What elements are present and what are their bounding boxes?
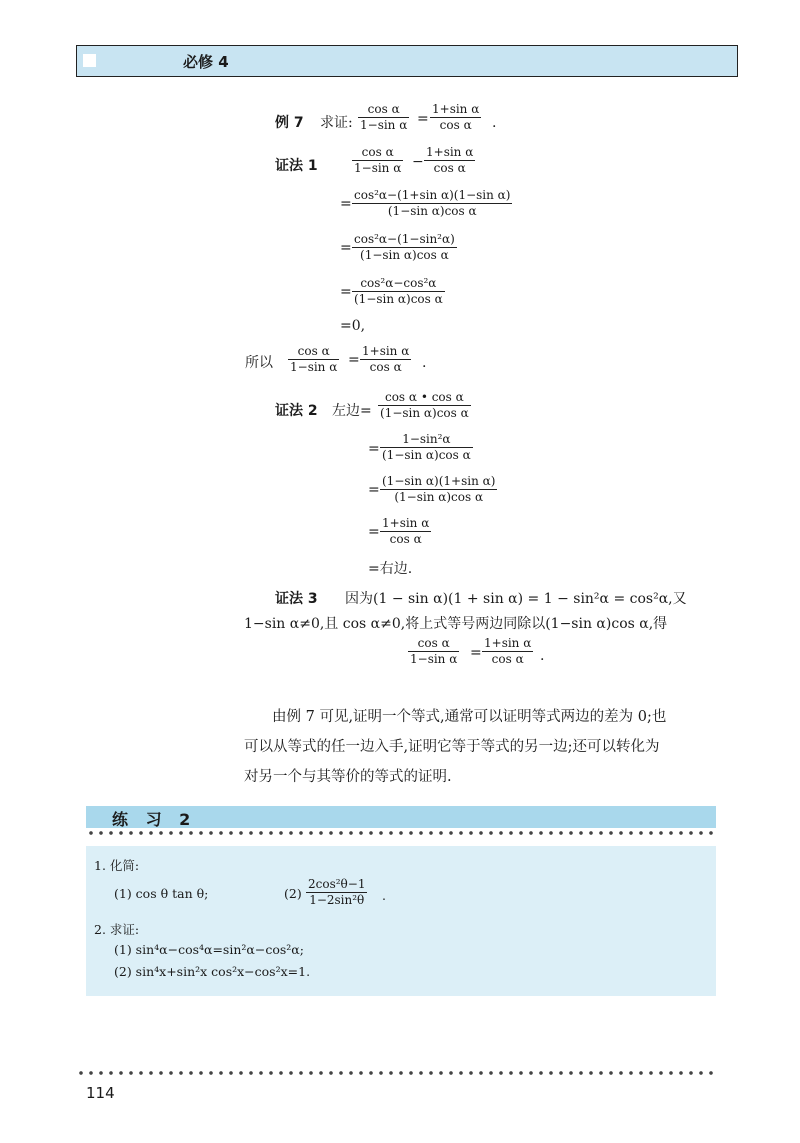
period: . xyxy=(422,355,427,371)
method1-result: =0, xyxy=(340,318,366,334)
fraction-numerator: cos α xyxy=(367,102,400,116)
fraction-denominator: 1−sin α xyxy=(360,118,408,132)
equals-sign: = xyxy=(470,645,482,661)
fraction-numerator: cos α xyxy=(361,145,394,159)
fraction-numerator: 1+sin α xyxy=(426,145,474,159)
method1-line1-frac-a xyxy=(352,145,403,176)
fraction-numerator: 1+sin α xyxy=(382,516,430,530)
exercise-q2-part1: (1) sin⁴α−cos⁴α=sin²α−cos²α; xyxy=(114,942,304,957)
minus-sign: − xyxy=(412,154,424,170)
example-rhs-fraction xyxy=(430,102,481,133)
equals-sign: = xyxy=(368,441,380,457)
fraction-numerator: cos²α−(1−sin²α) xyxy=(354,232,455,246)
fraction-numerator: cos α • cos α xyxy=(384,390,464,404)
fraction-denominator: 1−sin α xyxy=(410,652,458,666)
method2-label: 证法 2 xyxy=(275,403,318,419)
fraction-denominator: (1−sin α)cos α xyxy=(380,406,469,420)
fraction-numerator: 1+sin α xyxy=(484,636,532,650)
equals-sign: = xyxy=(348,352,360,368)
fraction-denominator: 1−sin α xyxy=(354,161,402,175)
equals-sign: = xyxy=(368,524,380,540)
method1-line1-frac-b xyxy=(424,145,475,176)
method2-left-text: 左边= xyxy=(332,403,372,419)
fraction-denominator: cos α xyxy=(482,651,533,667)
method3-line2: 1−sin α≠0,且 cos α≠0,将上式等号两边同除以(1−sin α)cos α,得 xyxy=(244,616,668,632)
fraction-denominator: cos α xyxy=(380,531,431,547)
method3-label: 证法 3 xyxy=(275,591,318,607)
chapter-title: 必修 4 xyxy=(183,53,229,71)
exercise-box xyxy=(86,846,716,996)
fraction-denominator: (1−sin α)cos α xyxy=(382,448,471,462)
fraction-numerator: 1+sin α xyxy=(362,344,410,358)
exercise-q1-part2-label: (2) xyxy=(284,886,302,901)
exercise-q2-label: 2. 求证: xyxy=(94,922,140,937)
so-fraction-right xyxy=(360,344,411,375)
fraction-denominator: (1−sin α)cos α xyxy=(380,489,497,505)
exercise-q1-label: 1. 化简: xyxy=(94,858,140,873)
fraction-numerator: cos α xyxy=(297,344,330,358)
summary-line: 可以从等式的任一边入手,证明它等于等式的另一边;还可以转化为 xyxy=(244,739,660,755)
fraction-denominator: cos α xyxy=(424,160,475,176)
fraction-numerator: (1−sin α)(1+sin α) xyxy=(382,474,496,488)
method2-line3-fraction xyxy=(380,474,497,505)
equals-sign: = xyxy=(417,111,429,127)
period: . xyxy=(382,888,386,903)
fraction-denominator: cos α xyxy=(430,117,481,133)
method1-line3-fraction xyxy=(352,232,457,263)
fraction-numerator: 2cos²θ−1 xyxy=(308,877,366,891)
summary-line: 对另一个与其等价的等式的证明. xyxy=(244,769,452,785)
summary-paragraph xyxy=(244,702,667,792)
fraction-numerator: cos²α−cos²α xyxy=(360,276,437,290)
exercise-title-bar xyxy=(86,806,716,828)
exercise-q2-part2: (2) sin⁴x+sin²x cos²x−cos²x=1. xyxy=(114,964,311,979)
method2-line1-fraction xyxy=(378,390,471,421)
fraction-denominator: 1−sin α xyxy=(290,360,338,374)
period: . xyxy=(492,115,497,131)
exercise-q1-part1: (1) cos θ tan θ; xyxy=(114,886,209,901)
example-lhs-fraction xyxy=(358,102,409,133)
method3-line1: 因为(1 − sin α)(1 + sin α) = 1 − sin²α = cos²α,又 xyxy=(345,591,687,607)
equals-sign: = xyxy=(368,482,380,498)
equals-sign: = xyxy=(340,240,352,256)
method1-line4-fraction xyxy=(352,276,445,307)
example-prove-text: 求证: xyxy=(320,115,353,131)
example-label: 例 7 xyxy=(275,115,304,131)
fraction-numerator: 1−sin²α xyxy=(402,432,451,446)
fraction-numerator: cos α xyxy=(417,636,450,650)
equals-sign: = xyxy=(340,196,352,212)
method2-line2-fraction xyxy=(380,432,473,463)
so-text: 所以 xyxy=(245,355,273,371)
method2-result: =右边. xyxy=(368,561,413,577)
method1-label: 证法 1 xyxy=(275,158,318,174)
method1-line2-fraction xyxy=(352,188,512,219)
period: . xyxy=(540,648,545,664)
fraction-denominator: (1−sin α)cos α xyxy=(352,203,512,219)
fraction-denominator: (1−sin α)cos α xyxy=(352,247,457,263)
fraction-denominator: cos α xyxy=(360,359,411,375)
method3-fraction-right xyxy=(482,636,533,667)
dotted-divider xyxy=(86,830,718,836)
footer-dotted-divider xyxy=(76,1070,716,1076)
equals-sign: = xyxy=(340,284,352,300)
so-fraction-left xyxy=(288,344,339,375)
page-number: 114 xyxy=(86,1084,115,1102)
exercise-q1-part2-fraction xyxy=(306,877,367,908)
header-square-icon xyxy=(83,54,96,67)
fraction-numerator: cos²α−(1+sin α)(1−sin α) xyxy=(354,188,511,202)
fraction-numerator: 1+sin α xyxy=(432,102,480,116)
method3-fraction-left xyxy=(408,636,459,667)
exercise-title: 练 习 2 xyxy=(112,810,197,829)
fraction-denominator: (1−sin α)cos α xyxy=(354,292,443,306)
fraction-denominator: 1−2sin²θ xyxy=(306,892,367,908)
chapter-header-bar xyxy=(76,45,738,77)
summary-line: 由例 7 可见,证明一个等式,通常可以证明等式两边的差为 0;也 xyxy=(272,709,667,725)
method2-line4-fraction xyxy=(380,516,431,547)
